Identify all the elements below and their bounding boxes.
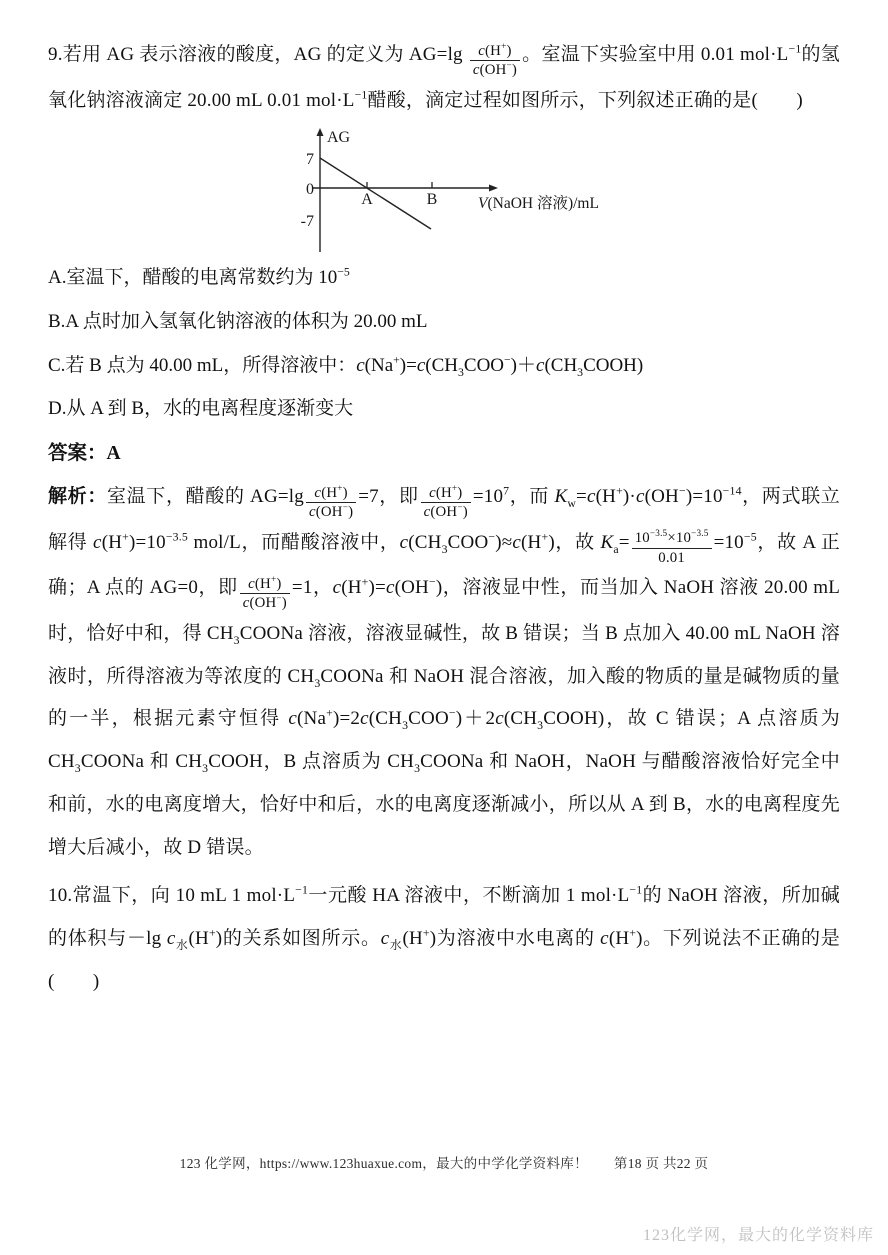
option-C: C.若 B 点为 40.00 mL，所得溶液中：$c(Na^+)=c(CH_3COO^-)+c(CH_3COOH)$ — [48, 353, 644, 379]
analysis-label: 解析： — [48, 485, 107, 507]
question-10-stem: 10.常温下，向 10 mL 1 $mol\cdot L^{-1}$一元酸 HA 溶液中，不断滴加 1 $mol\cdot L^{-1}$的 NaOH 溶液，所加碱的体积与－lg $c_水(H^+)$的关系如图所示。$c_水(H^+)$为溶液中水电离的 c(H+)。下列说法不正确的是( ) — [48, 883, 840, 992]
question-9-stem: 9.若用 AG 表示溶液的酸度，AG 的定义为 AG=lg $\frac{c(H^+)}{c(OH^-)}$ 。室温下实验室中用 0.01 $mol\cdot L^{-1}$的氢氧化钠溶液滴定 20.00 mL 0.01 $mol\cdot L^{-1}$醋酸，滴定过程如图所示，下列叙述正确的是( ) — [48, 40, 841, 111]
y-axis-label: AG — [327, 129, 351, 147]
footer-site: 123 化学网，https://www.123huaxue.com，最大的中学化学资料库！ — [179, 1156, 588, 1171]
titration-graph-svg — [300, 126, 645, 254]
ytick-0: 0 — [306, 181, 314, 199]
x-axis-label: V(NaOH 溶液)/mL — [478, 195, 599, 213]
page-footer — [0, 1152, 888, 1172]
ytick-minus7: -7 — [300, 213, 314, 231]
titration-graph — [300, 126, 645, 254]
x-axis-arrow — [489, 185, 498, 192]
answer-line — [48, 433, 840, 476]
option-A: A.室温下，醋酸的电离常数约为 $10^{-5}$ — [48, 266, 350, 289]
ytick-7: 7 — [306, 151, 314, 169]
watermark: 123化学网，最大的化学资料库 — [642, 1227, 874, 1244]
answer-value: A — [106, 443, 121, 465]
ag-line — [320, 158, 431, 229]
answer-label: 答案： — [48, 443, 107, 465]
y-axis-arrow — [317, 128, 324, 136]
footer-pageno: 第18 页 共22 页 — [613, 1156, 709, 1171]
option-B: B.A 点时加入氢氧化钠溶液的体积为 20.00 mL — [48, 311, 428, 333]
point-A-label: A — [361, 191, 373, 209]
analysis — [48, 476, 840, 869]
point-B-label: B — [426, 191, 438, 209]
option-D: D.从 A 到 B，水的电离程度逐渐变大 — [48, 398, 354, 420]
analysis-body: 室温下，醋酸的 AG=lg $\frac{c(H^+)}{c(OH^-)}$ =7，即 $\frac{c(H^+)}{c(OH^-)}$ $=10^7$，而 $K_w=c(H^+)\cdot c(OH^-)=10^{-14}$，两式联立解得 $c(H^+)=10^{-3.5}$ mol/L，而醋酸溶液中，$c(CH_3COO^-)\approx c(H^+)$，故 $K_a=$ $\frac{10^{-3.5}\times 10^{-3.5}}{0.01}$ $=10^{-5}$，故 A 正确；A 点的 AG=0，即 $\frac{c(H^+)}{c(OH^-)}$ =1，c(H+)=c(OH−)，溶液显中性，而当加入 NaOH 溶液 20.00 mL 时，恰好中和，得 $CH_3COONa$ 溶液，溶液显碱性，故 B 错误；当 B 点加入 40.00 mL NaOH 溶液时，所得溶液为等浓度的 $CH_3COONa$ 和 NaOH 混合溶液，加入酸的物质的量是碱物质的量的一半，根据元素守恒得 $c(Na^+)=2c(CH_3COO^-)+2c(CH_3COOH)$，故 C 错误；A 点溶质为 $CH_3COONa$ 和 $CH_3COOH$，B 点溶质为 $CH_3COONa$ 和 NaOH，NaOH 与醋酸溶液恰好完全中和前，水的电离度增大，恰好中和后，水的电离度逐渐减小，所以从 A 到 B，水的电离程度先增大后减小，故 D 错误。 — [48, 482, 840, 858]
